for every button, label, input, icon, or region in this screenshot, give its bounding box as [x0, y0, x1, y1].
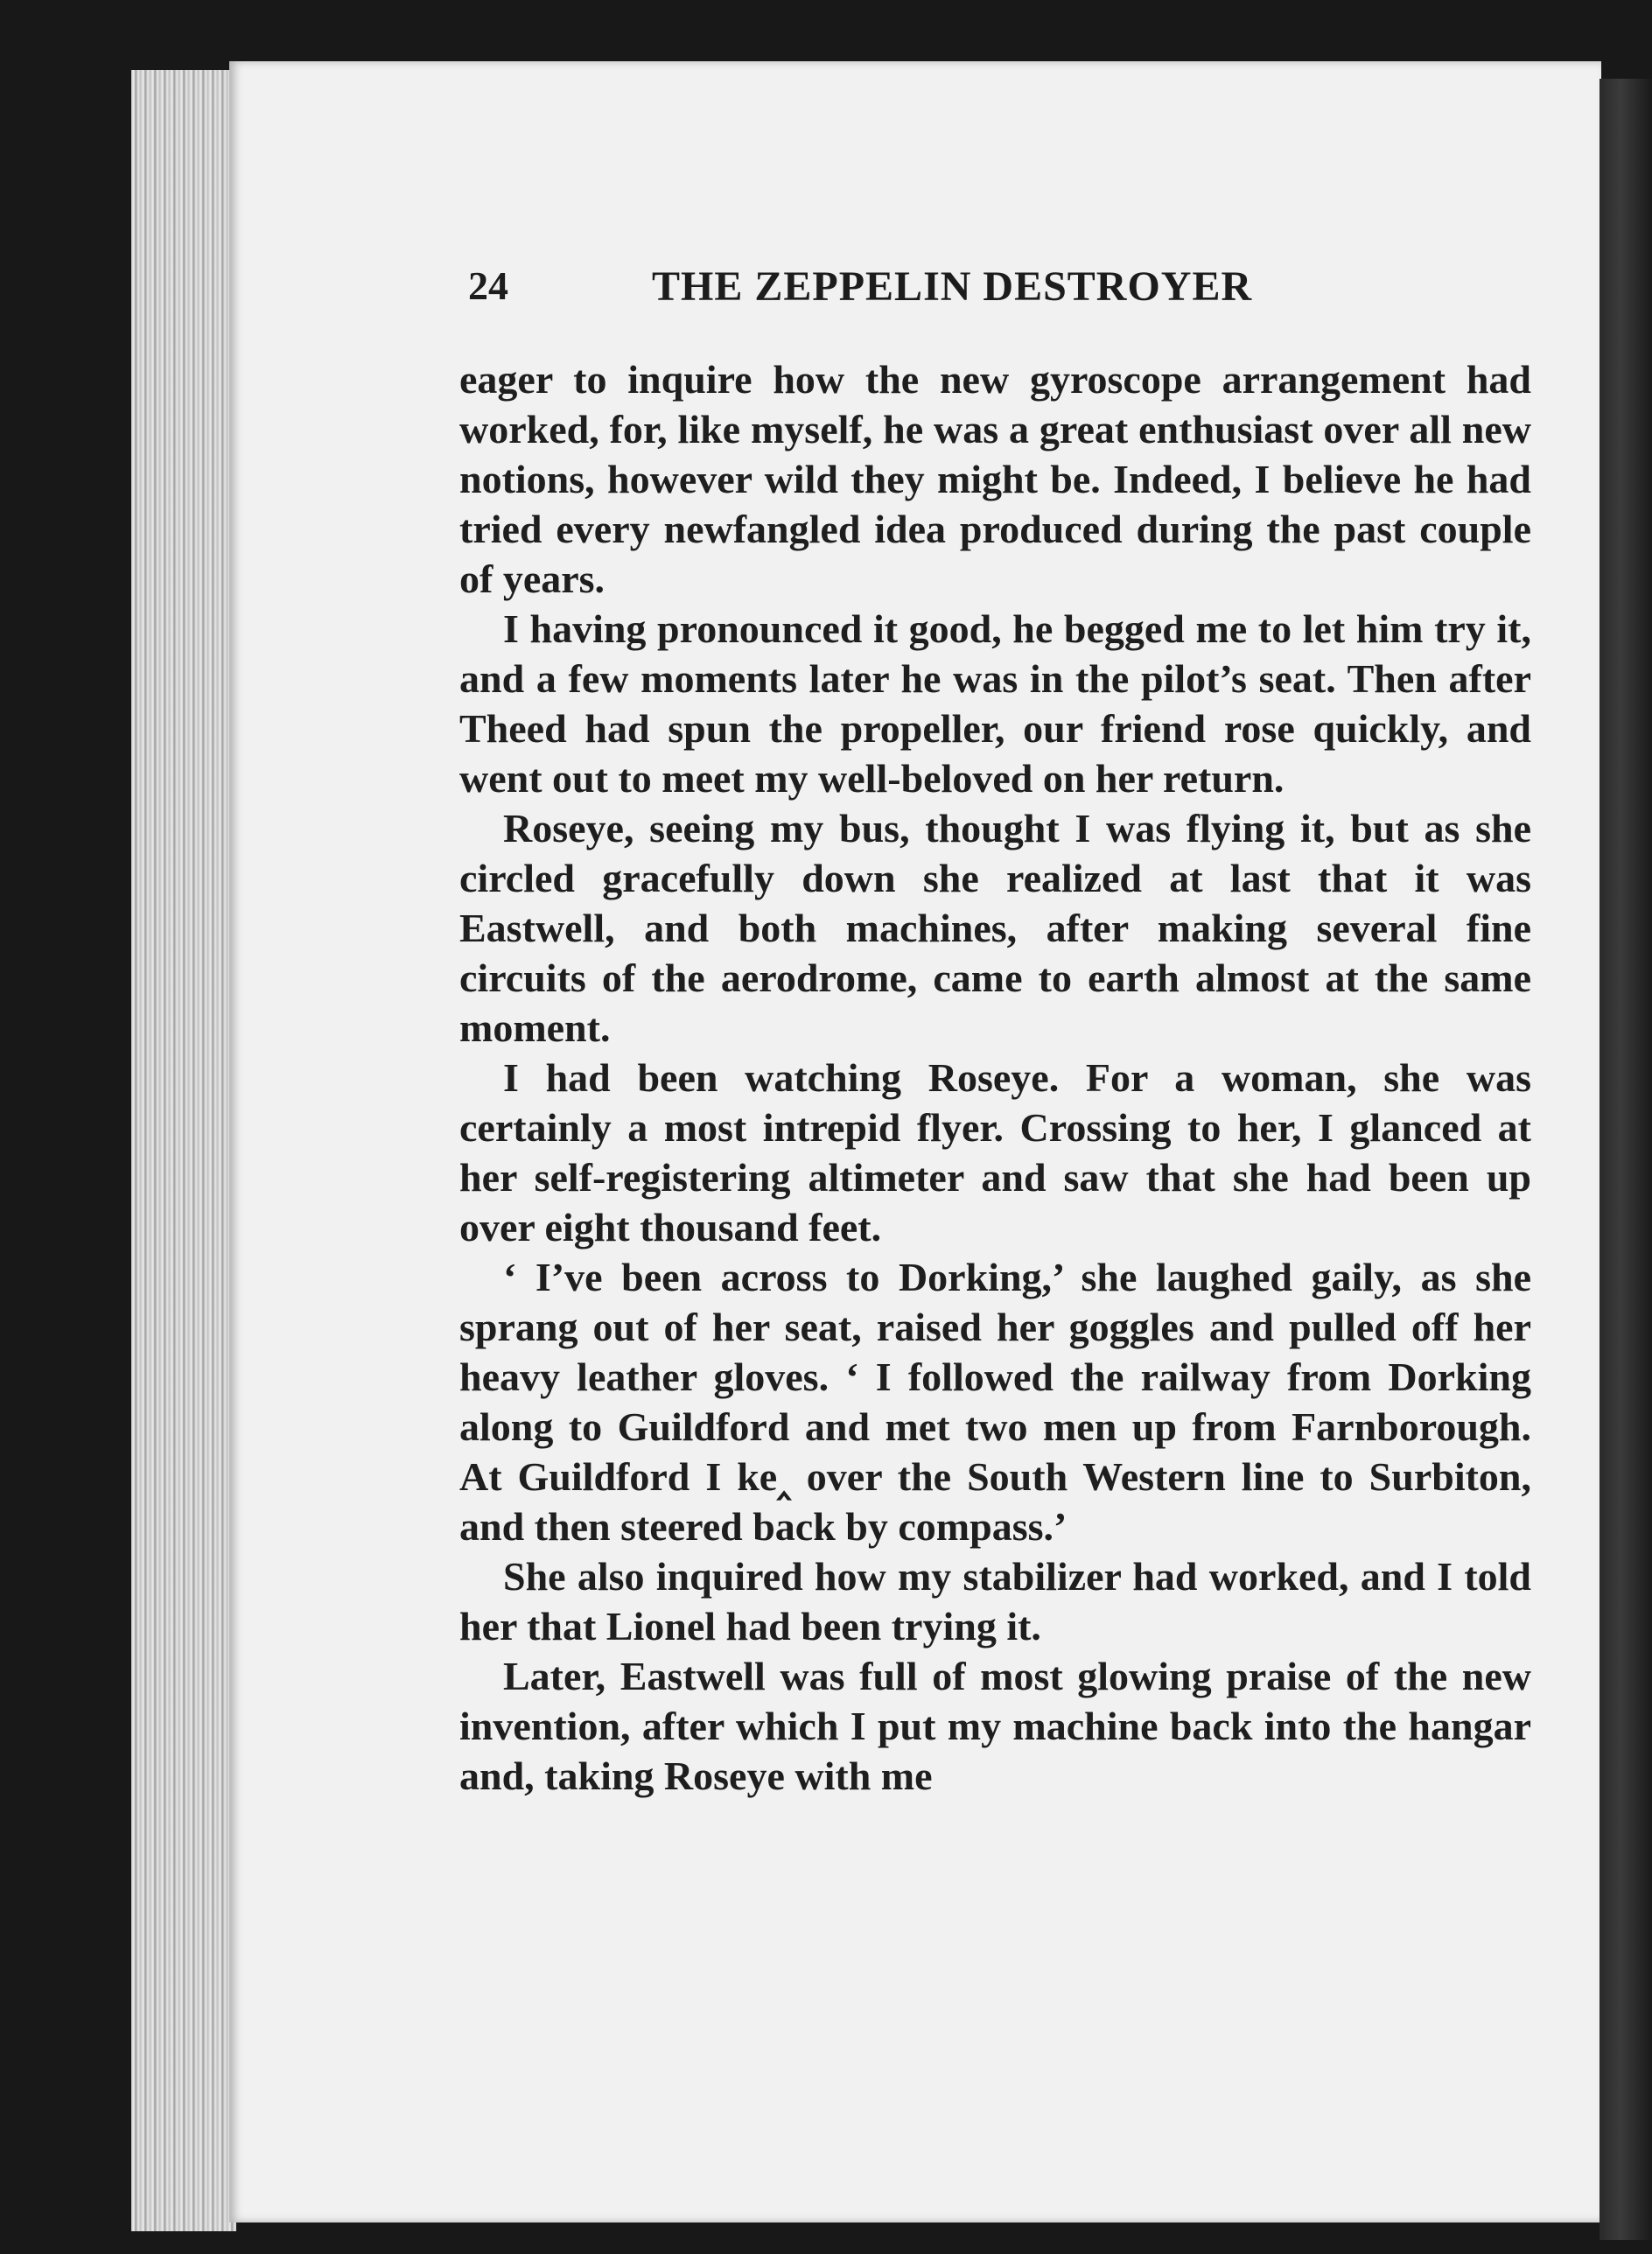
paragraph: I having pronounced it good, he begged me to let him try it, and a few moments later he was in the pilot’s seat. Then after Theed had spun the propeller, our friend rose quickly, and went out to meet my well-beloved on her return.	[459, 606, 1531, 801]
body-text	[459, 354, 1531, 1801]
page-header	[468, 262, 1361, 324]
paragraph: ‘ I’ve been across to Dorking,’ she laughed gaily, as she sprang out of her seat, raised her goggles and pulled off her heavy leather gloves. ‘ I followed the railway from Dorking along to Guildford and met two men up from Farnborough. At Guildford I ke‸ over the South Western line to Surbiton, and then steered back by compass.’	[459, 1255, 1531, 1549]
binding-shadow	[1600, 79, 1652, 2240]
running-title: THE ZEPPELIN DESTROYER	[652, 263, 1253, 310]
page-stack-edge	[131, 70, 236, 2231]
paragraph: She also inquired how my stabilizer had worked, and I told her that Lionel had been trying it.	[459, 1554, 1531, 1648]
paragraph: Later, Eastwell was full of most glowing praise of the new invention, after which I put my machine back into the hangar and, taking Roseye with me	[459, 1654, 1531, 1798]
page-number: 24	[468, 263, 508, 308]
paragraph: I had been watching Roseye. For a woman, she was certainly a most intrepid flyer. Crossing to her, I glanced at her self-registering altimeter and saw that she had been up over eight thousand feet.	[459, 1055, 1531, 1250]
paragraph: eager to inquire how the new gyroscope arrangement had worked, for, like myself, he was a great enthusiast over all new notions, however wild they might be. Indeed, I believe he had tried every newfangled idea produced during the past couple of years.	[459, 357, 1531, 601]
paragraph: Roseye, seeing my bus, thought I was flying it, but as she circled gracefully down she realized at last that it was Eastwell, and both machines, after making several fine circuits of the aerodrome, came to earth almost at the same moment.	[459, 806, 1531, 1050]
